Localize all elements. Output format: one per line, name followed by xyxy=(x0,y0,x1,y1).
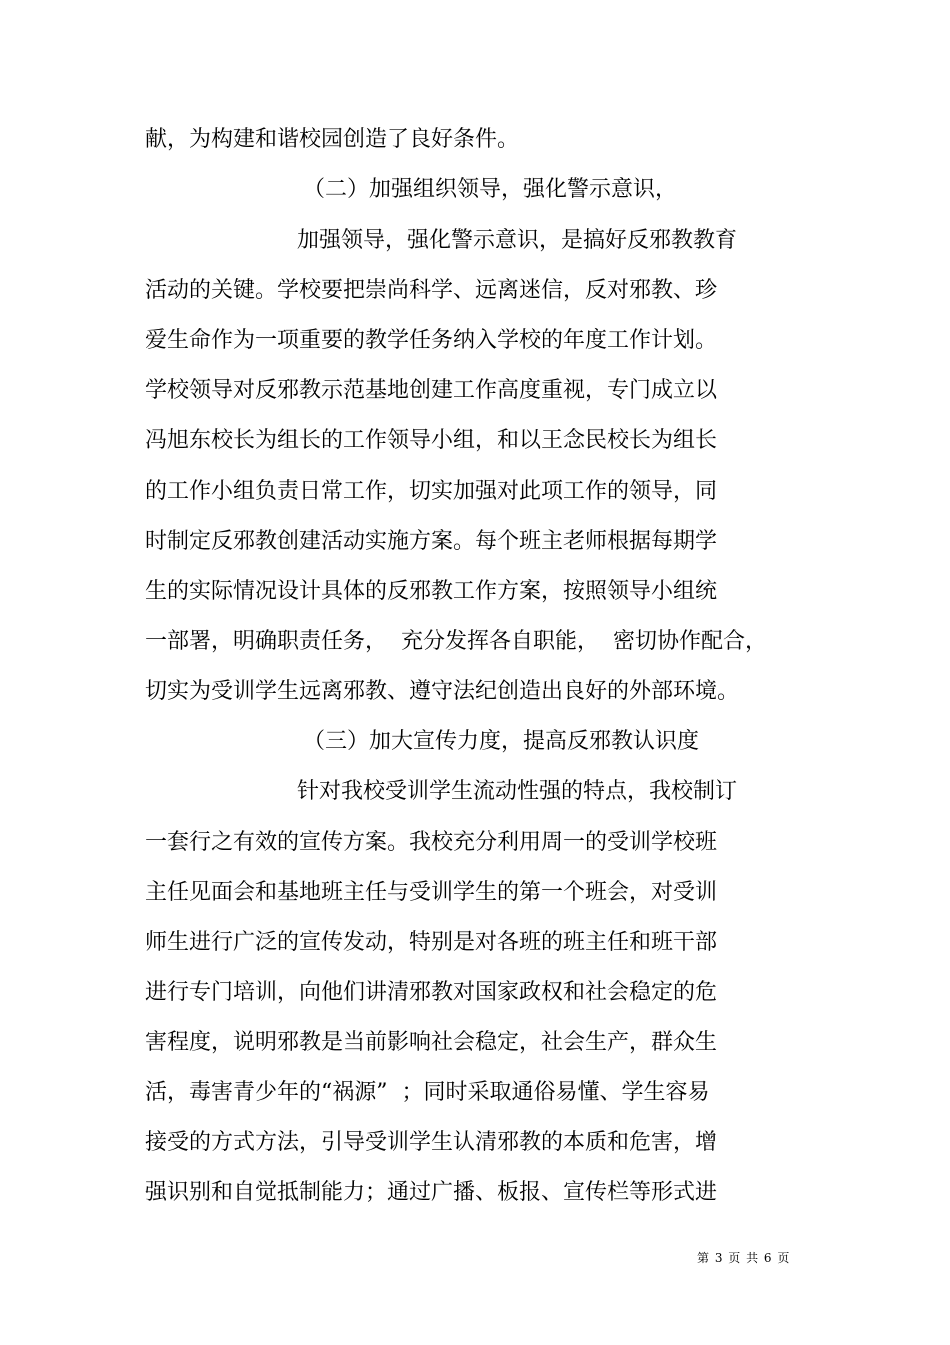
section-heading: （三）加大宣传力度，提高反邪教认识度 xyxy=(303,729,700,754)
text-line: 强识别和自觉抵制能力；通过广播、板报、宣传栏等形式进 xyxy=(145,1180,718,1205)
text-line: 切实为受训学生远离邪教、遵守法纪创造出良好的外部环境。 xyxy=(145,679,740,704)
text-line: 主任见面会和基地班主任与受训学生的第一个班会，对受训 xyxy=(145,880,718,905)
text-line: 接受的方式方法，引导受训学生认清邪教的本质和危害，增 xyxy=(145,1130,718,1155)
text-line: 爱生命作为一项重要的教学任务纳入学校的年度工作计划。 xyxy=(145,328,718,353)
text-line: 针对我校受训学生流动性强的特点，我校制订 xyxy=(297,779,738,804)
text-line: 时制定反邪教创建活动实施方案。每个班主老师根据每期学 xyxy=(145,529,718,554)
text-line: 献，为构建和谐校园创造了良好条件。 xyxy=(145,127,520,152)
text-line: 冯旭东校长为组长的工作领导小组，和以王念民校长为组长 xyxy=(145,428,718,453)
text-line: 的工作小组负责日常工作，切实加强对此项工作的领导，同 xyxy=(145,479,718,504)
text-line: 一部署，明确职责任务， 充分发挥各自职能， 密切协作配合， xyxy=(145,629,767,654)
text-line: 害程度，说明邪教是当前影响社会稳定，社会生产，群众生 xyxy=(145,1030,718,1055)
text-line: 师生进行广泛的宣传发动，特别是对各班的班主任和班干部 xyxy=(145,930,718,955)
page-number: 第 3 页 共 6 页 xyxy=(697,1251,791,1265)
text-line: 活，毒害青少年的“祸源” ；同时采取通俗易懂、学生容易 xyxy=(145,1080,710,1105)
text-line: 生的实际情况设计具体的反邪教工作方案，按照领导小组统 xyxy=(145,579,718,604)
text-line: 一套行之有效的宣传方案。我校充分利用周一的受训学校班 xyxy=(145,830,718,855)
text-line: 学校领导对反邪教示范基地创建工作高度重视，专门成立以 xyxy=(145,378,718,403)
text-line: 活动的关键。学校要把崇尚科学、远离迷信，反对邪教、珍 xyxy=(145,278,718,303)
text-line: 加强领导，强化警示意识，是搞好反邪教教育 xyxy=(297,228,738,253)
text-line: 进行专门培训，向他们讲清邪教对国家政权和社会稳定的危 xyxy=(145,980,718,1005)
section-heading: （二）加强组织领导，强化警示意识， xyxy=(303,177,678,202)
